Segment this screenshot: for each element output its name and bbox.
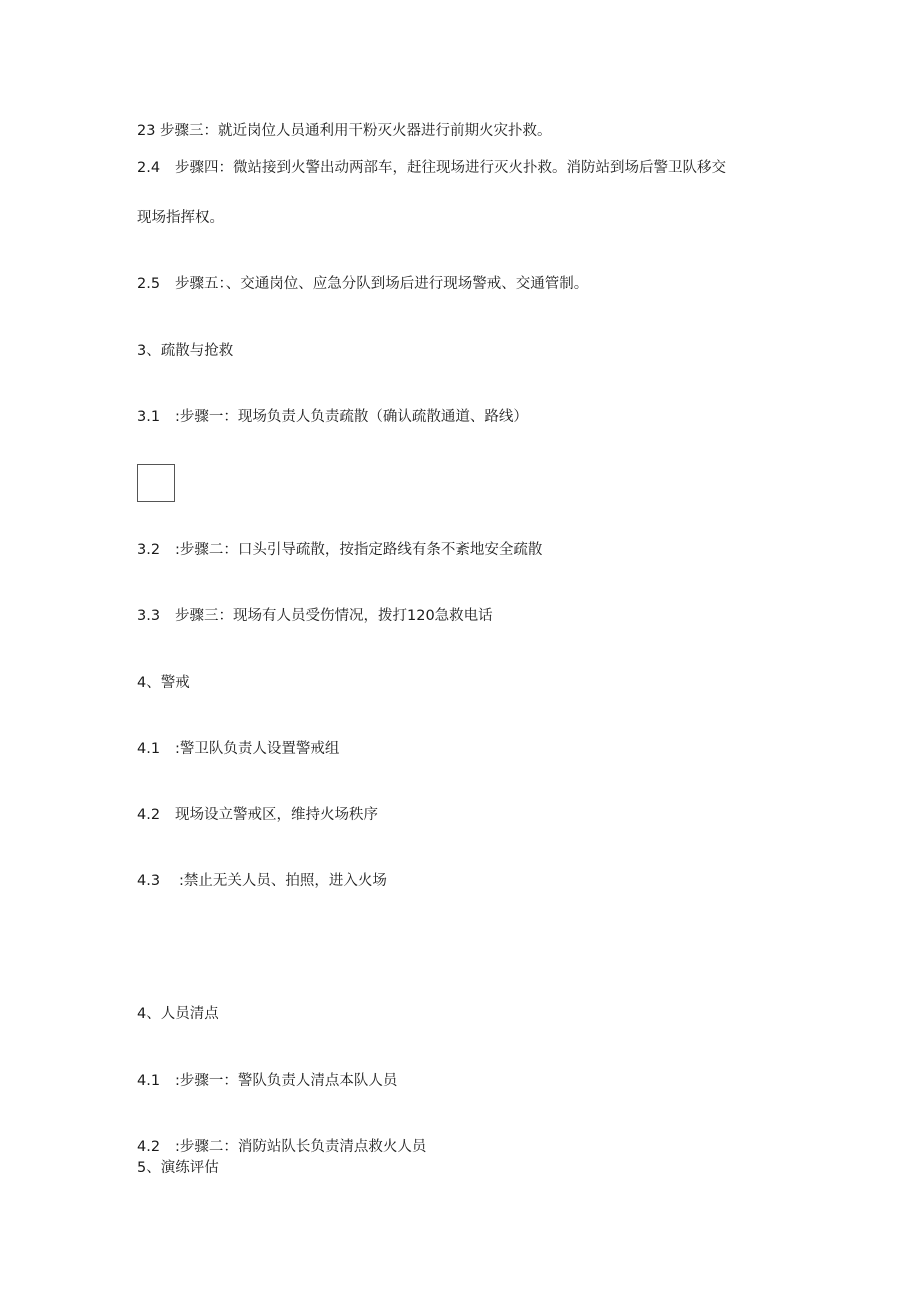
item-number: 3.3 [137,608,161,624]
step-2-4-continuation [137,209,224,227]
step-4-1 [137,740,339,758]
item-number: 4.2 [137,807,161,823]
section-number: 5、 [137,1160,161,1176]
item-text: 现场指挥权。 [137,210,224,226]
checkbox-box[interactable] [137,464,175,502]
step-2-5 [137,275,588,293]
item-number: 3.1 [137,409,161,425]
item-text: 步骤五：、交通岗位、应急分队到场后进行现场警戒、交通管制。 [175,276,589,292]
item-number: 4.1 [137,741,161,757]
step-personnel-1 [137,1072,397,1090]
item-text: 步骤三：就近岗位人员通利用干粉灭火器进行前期火灾扑救。 [155,123,552,139]
item-text: :警卫队负责人设置警戒组 [175,741,340,757]
step-3-2 [137,541,542,559]
item-number: 23 [137,123,156,139]
section-5-heading [137,1159,219,1177]
item-number: 2.4 [137,160,161,176]
item-number: 3.2 [137,542,161,558]
item-text: 步骤三：现场有人员受伤情况，拨打120急救电话 [175,608,493,624]
section-4-heading [137,674,190,692]
item-text: :步骤二：口头引导疏散，按指定路线有条不紊地安全疏散 [175,542,543,558]
step-3-1 [137,408,528,426]
section-personnel-heading [137,1005,219,1023]
step-2-4 [137,159,726,177]
item-text: 步骤四：微站接到火警出动两部车，赶往现场进行灭火扑救。消防站到场后警卫队移交 [175,160,726,176]
step-2-3 [137,122,552,140]
step-personnel-2 [137,1138,426,1156]
section-number: 4、 [137,675,161,691]
item-text: :步骤一：警队负责人清点本队人员 [175,1073,398,1089]
section-number: 3、 [137,343,161,359]
section-title: 疏散与抢救 [160,343,234,359]
step-4-2 [137,806,378,824]
item-text: :禁止无关人员、拍照，进入火场 [179,873,387,889]
section-title: 人员清点 [160,1006,219,1022]
item-number: 2.5 [137,276,161,292]
section-title: 演练评估 [160,1160,219,1176]
item-text: :步骤一：现场负责人负责疏散（确认疏散通道、路线） [175,409,528,425]
item-number: 4.1 [137,1073,161,1089]
item-number: 4.3 [137,873,161,889]
section-title: 警戒 [160,675,190,691]
item-number: 4.2 [137,1139,161,1155]
step-4-3 [137,872,387,890]
step-3-3 [137,607,493,625]
item-text: 现场设立警戒区，维持火场秩序 [175,807,378,823]
item-text: :步骤二：消防站队长负责清点救火人员 [175,1139,427,1155]
section-number: 4、 [137,1006,161,1022]
section-3-heading [137,342,233,360]
